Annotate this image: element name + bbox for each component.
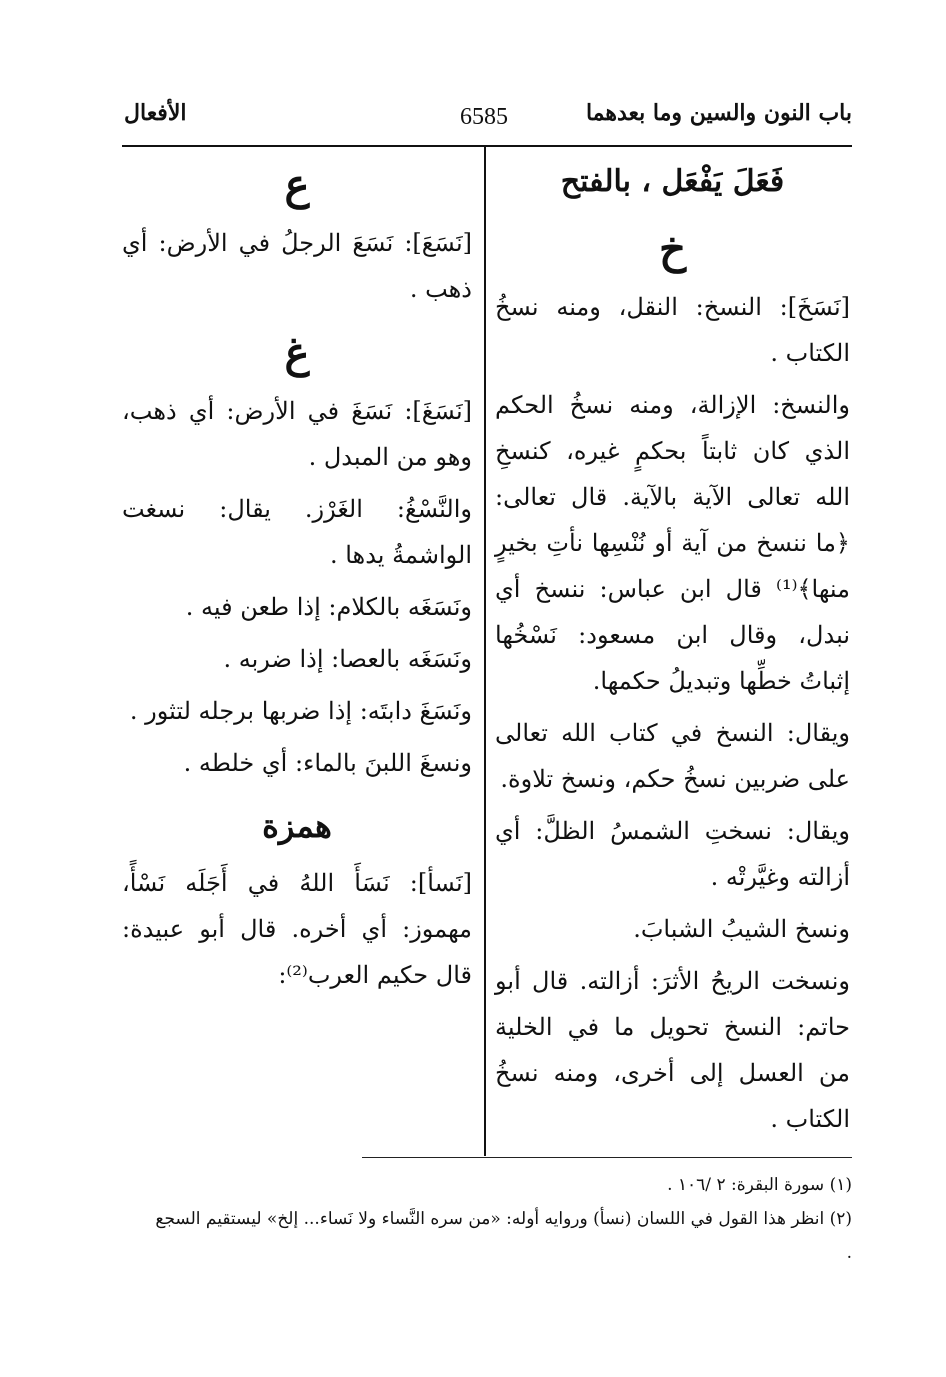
entry-paragraph: ونَسَغَه بالكلام: إذا طعن فيه .: [185, 593, 472, 621]
left-column: [122, 150, 472, 1004]
hamza-heading: همزة: [262, 807, 332, 845]
entry-paragraph: [نَسَخَ]: النسخ: النقل، ومنه نسخُ الكتاب .: [495, 293, 850, 367]
letter-ghain-heading: غ: [284, 328, 310, 377]
entry-paragraph: ونسخت الريحُ الأثرَ: أزالته. قال أبو حاتم: النسخ تحويل ما في الخلية من العسل إلى أخرى، ومنه نسخُ الكتاب .: [495, 967, 850, 1133]
page-number: 6585: [460, 104, 508, 130]
entry-paragraph: ونَسَغَ دابتَه: إذا ضربها برجله لتثور .: [129, 697, 472, 725]
entry-paragraph: [نَسَعَ]: نَسَعَ الرجلُ في الأرض: أي ذهب .: [122, 229, 472, 303]
entry-paragraph: ويقال: نسختِ الشمسُ الظلَّ: أي أزالته وغيَّرتْه .: [495, 817, 850, 891]
verb-pattern-heading: فَعَلَ يَفْعَل ، بالفتح: [560, 164, 785, 199]
entry-paragraph: والنسخ: الإزالة، ومنه نسخُ الحكم الذي كان ثابتاً بحكمٍ غيره، كنسخِ الله تعالى الآية بالآية. قال تعالى: ﴿ما ننسخ من آية أو نُنْسِها نأتِ بخيرٍ منها﴾⁽¹⁾ قال ابن عباس: ننسخ أي نبدل، وقال ابن مسعود: نَسْخُها إثباتُ خطِّها وتبديلُ حكمها.: [495, 391, 850, 695]
footnote-rule: [362, 1157, 852, 1158]
entry-paragraph: ويقال: النسخ في كتاب الله تعالى على ضربين نسخُ حكم، ونسخ تلاوة.: [495, 719, 850, 793]
footnote-2: (٢) انظر هذا القول في اللسان (نسأ) وروايه أوله: «من سره النَّساء ولا نَساء... إلخ» ليستقيم السجع .: [155, 1209, 852, 1263]
letter-kha-heading: خ: [658, 224, 687, 273]
entry-paragraph: [نَسَغَ]: نَسَغَ في الأرض: أي ذهب، وهو من المبدل .: [122, 397, 472, 471]
page-header: [120, 100, 852, 140]
entry-paragraph: ونَسَغَه بالعصا: إذا ضربه .: [223, 645, 472, 673]
right-column: [495, 150, 850, 1148]
entry-paragraph: والنَّسْغُ: الغَرْز. يقال: نسغت الواشمةُ يدها .: [122, 495, 472, 569]
section-label: الأفعال: [124, 100, 187, 126]
letter-ain-heading: ع: [284, 160, 310, 209]
header-rule: [122, 145, 852, 147]
footnote-1: (١) سورة البقرة: ٢ /١٠٦ .: [667, 1175, 852, 1195]
column-divider: [484, 146, 486, 1156]
footnotes: [150, 1168, 852, 1270]
chapter-title: باب النون والسين وما بعدهما: [585, 100, 852, 126]
entry-paragraph: ونسخ الشيبُ الشبابَ.: [633, 915, 850, 943]
entry-paragraph: [نَسأ]: نَسَأَ اللهُ في أَجَلَه نَسْأً، مهموز: أي أخره. قال أبو عبيدة: قال حكيم العرب⁽²⁾:: [122, 869, 472, 989]
entry-paragraph: ونسغَ اللبنَ بالماء: أي خلطه .: [183, 749, 472, 777]
